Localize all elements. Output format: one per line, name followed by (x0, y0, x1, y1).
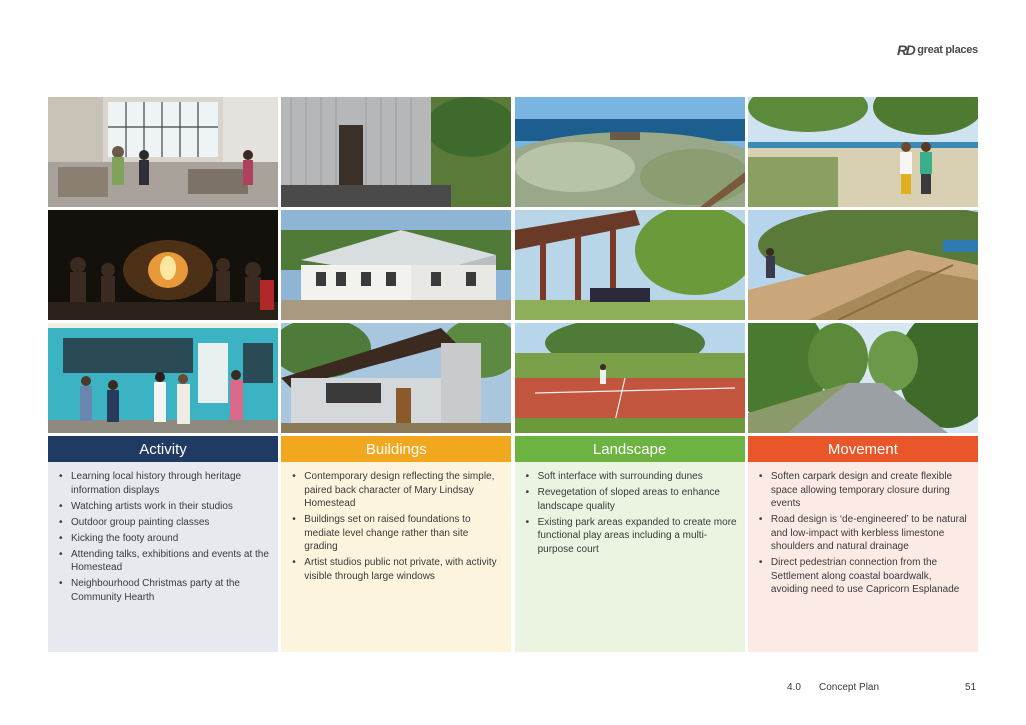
landscape-list (523, 470, 737, 556)
activity-list (56, 470, 270, 604)
food-truck-photo (48, 323, 278, 433)
corrugated-shed-photo (281, 97, 511, 207)
buildings-header (281, 436, 511, 462)
coastal-boardwalk-photo (748, 210, 978, 320)
landscape-title: Landscape (592, 440, 667, 458)
list-item: • Soft interface with surrounding dunes (523, 470, 737, 484)
activity-panel (48, 462, 278, 652)
list-item: • Soften carpark design and create flexible space allowing temporary closure during events (756, 470, 970, 511)
list-item: • Watching artists work in their studios (56, 500, 270, 514)
list-item: • Learning local history through heritage information displays (56, 470, 270, 497)
list-item: • Buildings set on raised foundations to mediate level change rather than site grading (289, 513, 503, 554)
movement-title: Movement (827, 440, 898, 458)
logo-mark: RD (897, 42, 915, 58)
activity-header (48, 436, 278, 462)
list-item: • Kicking the footy around (56, 532, 270, 546)
multi-purpose-court-photo (515, 323, 745, 433)
list-item: • Artist studios public not private, with activity visible through large windows (289, 556, 503, 583)
coastal-dunes-photo (515, 97, 745, 207)
list-item: • Neighbourhood Christmas party at the Community Hearth (56, 577, 270, 604)
buildings-title: Buildings (365, 440, 427, 458)
rd-great-places-logo (897, 43, 978, 57)
activity-title: Activity (139, 440, 187, 458)
movement-header (748, 436, 978, 462)
artist-studio-photo (48, 97, 278, 207)
section-number: 4.0 (787, 682, 801, 693)
page-number: 51 (965, 682, 977, 693)
beach-path-walkers-photo (748, 97, 978, 207)
list-item: • Direct pedestrian connection from the Settlement along coastal boardwalk, avoiding need to use Capricorn Esplanade (756, 556, 970, 597)
buildings-panel (281, 462, 511, 652)
list-item: • Contemporary design reflecting the simple, paired back character of Mary Lindsay Homestead (289, 470, 503, 511)
landscape-header (515, 436, 745, 462)
activity-column (48, 97, 278, 652)
movement-column (748, 97, 978, 652)
list-item: • Revegetation of sloped areas to enhance landscape quality (523, 486, 737, 513)
section-title: Concept Plan (819, 682, 880, 693)
pergola-park-photo (515, 210, 745, 320)
buildings-list (289, 470, 503, 583)
concept-grid (48, 97, 978, 652)
list-item: • Existing park areas expanded to create more functional play areas including a multi-purpose court (523, 516, 737, 557)
studio-building-photo (281, 323, 511, 433)
buildings-column (281, 97, 511, 652)
movement-panel (748, 462, 978, 652)
tree-lined-road-photo (748, 323, 978, 433)
landscape-panel (515, 462, 745, 652)
list-item: • Outdoor group painting classes (56, 516, 270, 530)
homestead-photo (281, 210, 511, 320)
list-item: • Road design is ‘de-engineered’ to be natural and low-impact with kerbless limestone shoulders and natural drainage (756, 513, 970, 554)
landscape-column (515, 97, 745, 652)
campfire-gathering-photo (48, 210, 278, 320)
logo-text: great places (917, 44, 978, 56)
movement-list (756, 470, 970, 597)
list-item: • Attending talks, exhibitions and events at the Homestead (56, 548, 270, 575)
